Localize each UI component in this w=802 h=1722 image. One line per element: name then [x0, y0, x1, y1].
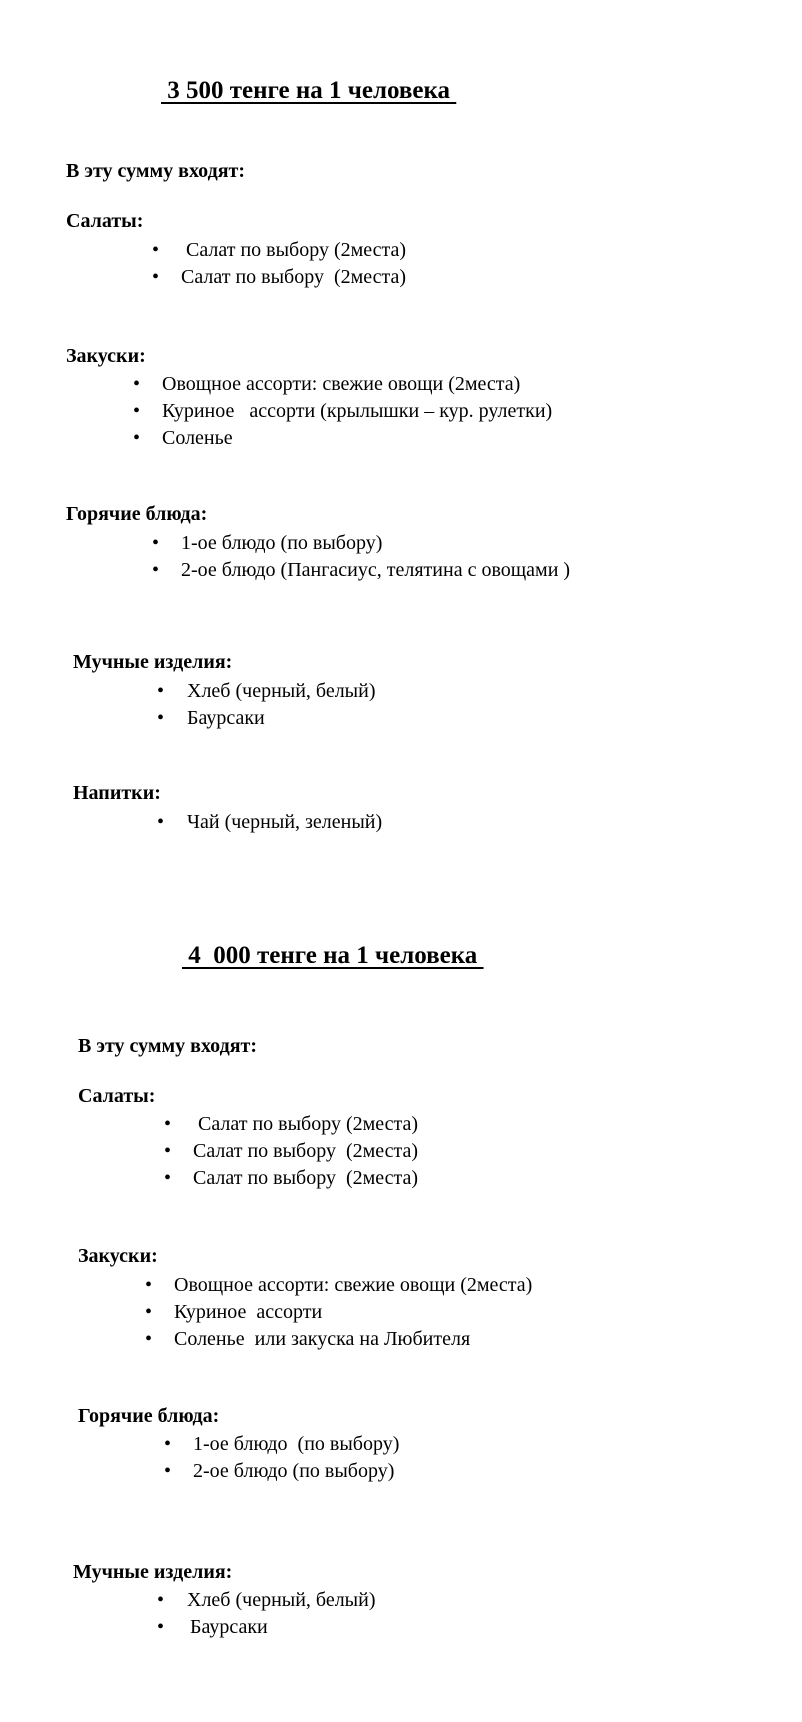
item-text: 2-ое блюдо (по выбору)	[193, 1460, 395, 1482]
bullet-icon: •	[164, 1433, 172, 1455]
bullet-icon: •	[164, 1167, 172, 1189]
bullet-icon: •	[164, 1140, 172, 1162]
bullet-icon: •	[133, 373, 141, 395]
item-text: Соленье или закуска на Любителя	[174, 1328, 471, 1350]
section-heading: Напитки:	[73, 782, 161, 804]
section-heading: Горячие блюда:	[78, 1405, 220, 1427]
bullet-icon: •	[157, 811, 165, 833]
item-text: 1-ое блюдо (по выбору)	[193, 1433, 400, 1455]
section-heading: Салаты:	[66, 210, 144, 232]
bullet-icon: •	[145, 1328, 153, 1350]
bullet-icon: •	[133, 400, 141, 422]
item-text: Салат по выбору (2места)	[181, 266, 407, 288]
item-text: Баурсаки	[190, 1616, 268, 1638]
item-text: Хлеб (черный, белый)	[187, 1589, 376, 1611]
item-text: Куриное ассорти (крылышки – кур. рулетки)	[162, 400, 553, 422]
item-text: Баурсаки	[187, 707, 265, 729]
bullet-icon: •	[157, 680, 165, 702]
bullet-icon: •	[164, 1460, 172, 1482]
section-heading: Горячие блюда:	[66, 503, 208, 525]
item-text: Овощное ассорти: свежие овощи (2места)	[174, 1274, 533, 1296]
item-text: Салат по выбору (2места)	[181, 239, 407, 261]
section-heading: Закуски:	[66, 345, 146, 367]
bullet-icon: •	[145, 1301, 153, 1323]
section-heading: Салаты:	[78, 1085, 156, 1107]
menu-intro: В эту сумму входят:	[66, 160, 246, 182]
bullet-icon: •	[145, 1274, 153, 1296]
item-text: Салат по выбору (2места)	[193, 1167, 419, 1189]
item-text: 1-ое блюдо (по выбору)	[181, 532, 383, 554]
section-heading: Закуски:	[78, 1245, 158, 1267]
menu-intro: В эту сумму входят:	[78, 1035, 258, 1057]
item-text: Хлеб (черный, белый)	[187, 680, 376, 702]
item-text: Чай (черный, зеленый)	[187, 811, 383, 833]
item-text: Салат по выбору (2места)	[193, 1140, 419, 1162]
menu-title: 4 000 тенге на 1 человека	[182, 942, 484, 969]
bullet-icon: •	[152, 266, 160, 288]
bullet-icon: •	[164, 1113, 172, 1135]
bullet-icon: •	[133, 427, 141, 449]
bullet-icon: •	[152, 532, 160, 554]
section-heading: Мучные изделия:	[73, 651, 233, 673]
menu-title: 3 500 тенге на 1 человека	[161, 77, 457, 104]
item-text: Куриное ассорти	[174, 1301, 323, 1323]
item-text: 2-ое блюдо (Пангасиус, телятина с овощами )	[181, 559, 571, 581]
section-heading: Мучные изделия:	[73, 1561, 233, 1583]
item-text: Салат по выбору (2места)	[193, 1113, 419, 1135]
bullet-icon: •	[157, 1589, 165, 1611]
bullet-icon: •	[157, 1616, 165, 1638]
item-text: Овощное ассорти: свежие овощи (2места)	[162, 373, 521, 395]
bullet-icon: •	[152, 559, 160, 581]
bullet-icon: •	[157, 707, 165, 729]
item-text: Соленье	[162, 427, 233, 449]
bullet-icon: •	[152, 239, 160, 261]
